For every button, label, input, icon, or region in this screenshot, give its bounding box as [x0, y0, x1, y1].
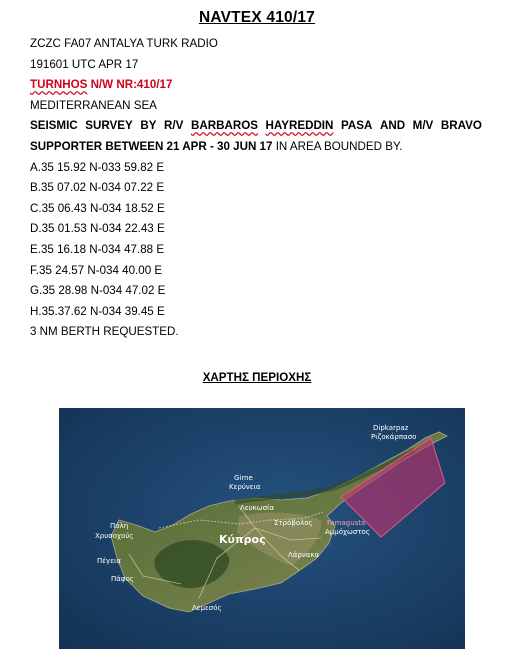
coordinate-e: E.35 16.18 N-034 47.88 E: [30, 242, 165, 256]
map-label-rizokarpaso: Ριζοκάρπασο: [371, 433, 417, 441]
survey-word: SEISMIC: [30, 119, 78, 133]
datetime-line: 191601 UTC APR 17: [30, 57, 139, 71]
page-title: NAVTEX 410/17: [198, 9, 316, 26]
survey-word: PASA: [341, 119, 373, 133]
coordinate-g: G.35 28.98 N-034 47.02 E: [30, 284, 166, 298]
survey-word: BARBAROS: [190, 119, 258, 133]
map-label-girne: Girne: [234, 474, 253, 482]
coordinate-f: F.35 24.57 N-034 40.00 E: [30, 263, 163, 277]
survey-word: SURVEY: [85, 119, 133, 133]
coordinate-h: H.35.37.62 N-034 39.45 E: [30, 304, 165, 318]
map-label-polis: Πόλη: [110, 522, 129, 530]
station-line: ZCZC FA07 ANTALYA TURK RADIO: [30, 37, 218, 50]
navtex-message: [30, 34, 482, 343]
cyprus-map: [59, 408, 465, 649]
survey-line-2: [30, 137, 482, 158]
survey-line-1: [30, 116, 482, 137]
area-line: MEDITERRANEAN SEA: [30, 98, 157, 112]
map-label-ammochostos: Αμμόχωστος: [325, 528, 370, 536]
map-title: ΧΑΡΤΗΣ ΠΕΡΙΟΧΗΣ: [202, 371, 312, 384]
coordinate-b: B.35 07.02 N-034 07.22 E: [30, 181, 165, 195]
berth-line: 3 NM BERTH REQUESTED.: [30, 325, 179, 339]
survey-word: BRAVO: [440, 119, 482, 133]
coordinate-a: A.35 15.92 N-033 59.82 E: [30, 160, 165, 174]
map-label-strovolos: Στρόβολος: [274, 519, 313, 527]
map-label-lefkosia: Λευκωσία: [240, 504, 275, 512]
survey-word: R/V: [164, 119, 184, 133]
map-label-famagusta: Famagusta: [327, 519, 366, 527]
survey-word: HAYREDDIN: [265, 119, 334, 133]
warning-number-line: [30, 75, 482, 96]
turnhos-label: TURNHOS: [30, 78, 88, 92]
survey-word: AND: [379, 119, 406, 133]
map-label-chrysochous: Χρυσοχούς: [95, 532, 134, 540]
coordinate-c: C.35 06.43 N-034 18.52 E: [30, 201, 165, 215]
map-label-larnaka: Λάρνακα: [288, 551, 320, 559]
survey-word: M/V: [412, 119, 434, 133]
survey-area-note: IN AREA BOUNDED BY.: [272, 139, 403, 153]
map-label-lemesos: Λεμεσός: [192, 604, 222, 612]
survey-word: BY: [140, 119, 157, 133]
warning-number: N/W NR:410/17: [90, 78, 173, 92]
map-label-pafos: Πάφος: [111, 575, 134, 583]
map-label-dipkarpaz: Dipkarpaz: [373, 424, 409, 432]
map-label-kerynia: Κερύνεια: [229, 483, 261, 491]
coordinate-d: D.35 01.53 N-034 22.43 E: [30, 222, 165, 236]
survey-period: SUPPORTER BETWEEN 21 APR - 30 JUN 17: [30, 139, 273, 153]
map-label-peyia: Πέγεια: [97, 557, 121, 565]
map-label-kypros: Κύπρος: [219, 533, 266, 546]
